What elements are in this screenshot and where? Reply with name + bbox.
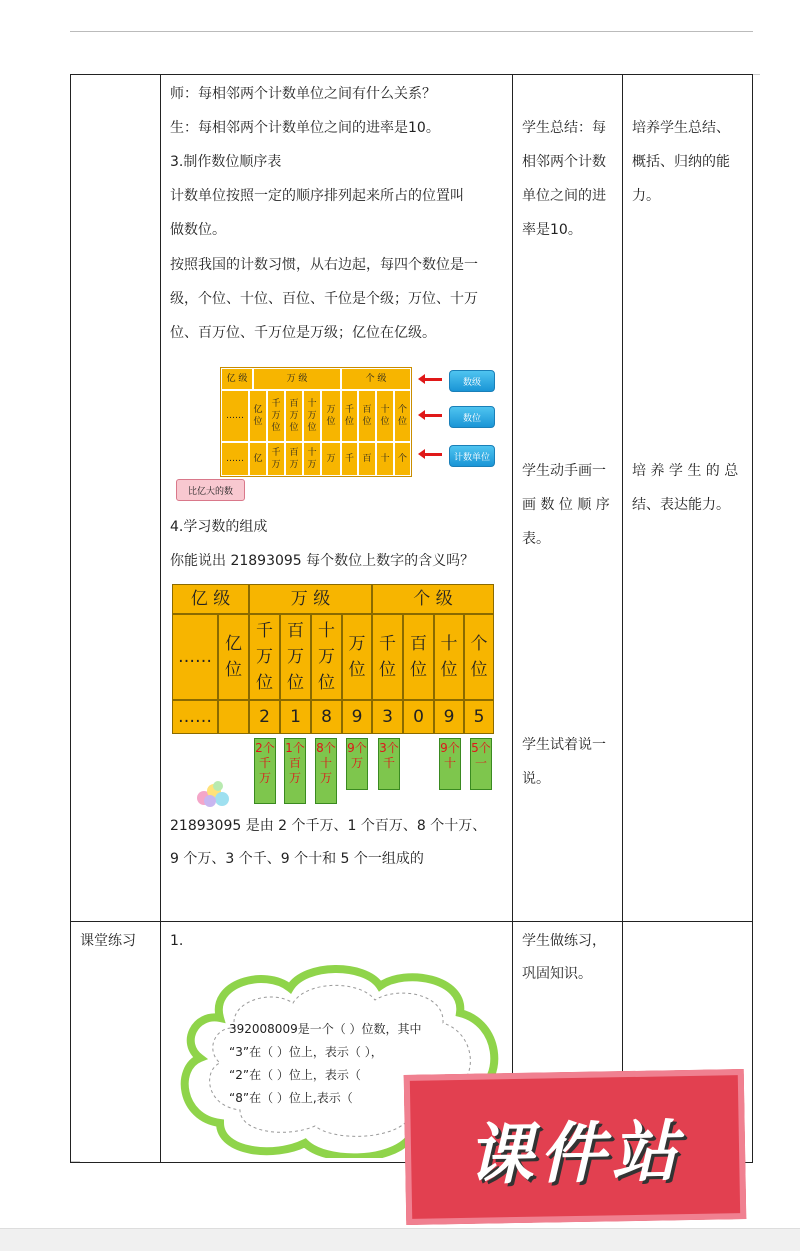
place-cell: 十位	[434, 614, 464, 700]
tag-9-wan: 9个万	[346, 738, 368, 790]
goal-note-2: 结、表达能力。	[632, 497, 730, 513]
group-wan: 万 级	[249, 584, 372, 614]
tag-5-yi: 5个一	[470, 738, 492, 790]
lesson-line: 生：每相邻两个计数单位之间的进率是10。	[170, 120, 440, 136]
unit-cell: 千万	[267, 442, 285, 476]
place-cell: 十位	[376, 390, 394, 442]
unit-cell: 千	[341, 442, 358, 476]
exercise-line: “2”在（ ）位上，表示（	[229, 1068, 361, 1082]
group-yi: 亿 级	[221, 368, 253, 390]
student-note-4: 学生做练习，	[522, 933, 606, 949]
digit-cell: 1	[280, 700, 311, 734]
place-cell: 千位	[372, 614, 403, 700]
student-note-1: 率是10。	[522, 222, 582, 238]
arrow-left-icon	[424, 414, 442, 417]
bottom-bar	[0, 1228, 800, 1251]
arrow-left-icon	[424, 378, 442, 381]
place-cell: 十万位	[303, 390, 321, 442]
lesson-line: 3.制作数位顺序表	[170, 154, 282, 170]
table-row-divider	[70, 921, 753, 922]
balls-decoration-icon	[194, 778, 234, 808]
place-cell: 百位	[403, 614, 434, 700]
place-cell: 千位	[341, 390, 358, 442]
place-cell: 万位	[321, 390, 341, 442]
table-border-top	[70, 74, 753, 75]
lesson-line: 计数单位按照一定的顺序排列起来所占的位置叫	[170, 188, 464, 204]
tag-2-qianwan: 2个千万	[254, 738, 276, 804]
digit-cell: 9	[342, 700, 372, 734]
callout-bigger-than-yi: 比亿大的数	[176, 479, 245, 501]
exercise-line: “3”在（ ）位上，表示（ ），	[229, 1045, 383, 1059]
lesson-line: 级，个位、十位、百位、千位是个级；万位、十万	[170, 291, 478, 307]
goal-note-1: 培养学生总结、	[632, 120, 730, 136]
label-jishu-danwei: 计数单位	[449, 445, 495, 467]
group-wan: 万 级	[253, 368, 341, 390]
exercise-line: “8”在（ ）位上,表示（	[229, 1091, 353, 1105]
lesson-line: 按照我国的计数习惯，从右边起，每四个数位是一	[170, 257, 478, 273]
unit-cell: 亿	[249, 442, 267, 476]
tag-8-shiwan: 8个十万	[315, 738, 337, 804]
lesson-line: 9 个万、3 个千、9 个十和 5 个一组成的	[170, 851, 424, 867]
place-cell: 百万位	[285, 390, 303, 442]
student-note-2: 画 数 位 顺 序	[522, 497, 610, 513]
place-cell: 万位	[342, 614, 372, 700]
lesson-line: 4.学习数的组成	[170, 519, 268, 535]
unit-cell: 个	[394, 442, 411, 476]
goal-note-1: 概括、归纳的能	[632, 154, 730, 170]
digit-cell: 2	[249, 700, 280, 734]
exercise-line: 392008009是一个（ ）位数，其中	[229, 1022, 422, 1036]
lesson-line: 做数位。	[170, 222, 226, 238]
student-note-2: 表。	[522, 531, 550, 547]
header-rule	[70, 31, 753, 32]
digit-order-table-large	[172, 584, 494, 734]
student-note-1: 学生总结：每	[522, 120, 606, 136]
unit-cell: 十万	[303, 442, 321, 476]
goal-note-2: 培 养 学 生 的 总	[632, 463, 739, 479]
dots-cell: ……	[221, 390, 249, 442]
exercise-number: 1.	[170, 933, 184, 949]
student-note-3: 学生试着说一	[522, 737, 606, 753]
lesson-line: 师：每相邻两个计数单位之间有什么关系？	[170, 86, 436, 102]
group-yi: 亿 级	[172, 584, 249, 614]
student-note-1: 单位之间的进	[522, 188, 606, 204]
empty-cell	[218, 700, 249, 734]
unit-cell: 百	[358, 442, 376, 476]
digit-cell: 0	[403, 700, 434, 734]
tag-3-qian: 3个千	[378, 738, 400, 790]
place-cell: 百位	[358, 390, 376, 442]
table-col-line	[160, 74, 161, 1163]
digit-cell: 5	[464, 700, 494, 734]
label-shuwei: 数位	[449, 406, 495, 428]
place-cell: 百万位	[280, 614, 311, 700]
place-cell: 千万位	[249, 614, 280, 700]
digit-cell: 9	[434, 700, 464, 734]
dots-cell: ……	[172, 614, 218, 700]
digit-order-table-small	[220, 367, 412, 477]
student-note-3: 说。	[522, 771, 550, 787]
place-cell: 千万位	[267, 390, 285, 442]
tag-1-baiwan: 1个百万	[284, 738, 306, 804]
unit-cell: 百万	[285, 442, 303, 476]
unit-cell: 万	[321, 442, 341, 476]
table-col-line	[70, 74, 71, 1163]
place-cell: 十万位	[311, 614, 342, 700]
lesson-line: 你能说出 21893095 每个数位上数字的含义吗？	[170, 553, 475, 569]
lesson-line: 21893095 是由 2 个千万、1 个百万、8 个十万、	[170, 818, 487, 834]
goal-note-1: 力。	[632, 188, 660, 204]
group-ge: 个 级	[372, 584, 494, 614]
place-cell: 个位	[394, 390, 411, 442]
unit-cell: ……	[221, 442, 249, 476]
unit-cell: 十	[376, 442, 394, 476]
student-note-1: 相邻两个计数	[522, 154, 606, 170]
table-col-line	[512, 74, 513, 1163]
dots-cell: ……	[172, 700, 218, 734]
place-cell: 个位	[464, 614, 494, 700]
table-col-line	[752, 74, 753, 1163]
table-col-line	[622, 74, 623, 1163]
watermark-stamp	[404, 1069, 747, 1225]
group-ge: 个 级	[341, 368, 411, 390]
digit-cell: 3	[372, 700, 403, 734]
place-cell: 亿位	[249, 390, 267, 442]
tag-9-shi: 9个十	[439, 738, 461, 790]
digit-cell: 8	[311, 700, 342, 734]
section-label: 课堂练习	[80, 933, 136, 949]
label-shuji: 数级	[449, 370, 495, 392]
student-note-2: 学生动手画一	[522, 463, 606, 479]
watermark-text: 课件站	[466, 1112, 684, 1194]
arrow-left-icon	[424, 453, 442, 456]
place-cell: 亿位	[218, 614, 249, 700]
lesson-line: 位、百万位、千万位是万级；亿位在亿级。	[170, 325, 436, 341]
student-note-4: 巩固知识。	[522, 966, 592, 982]
